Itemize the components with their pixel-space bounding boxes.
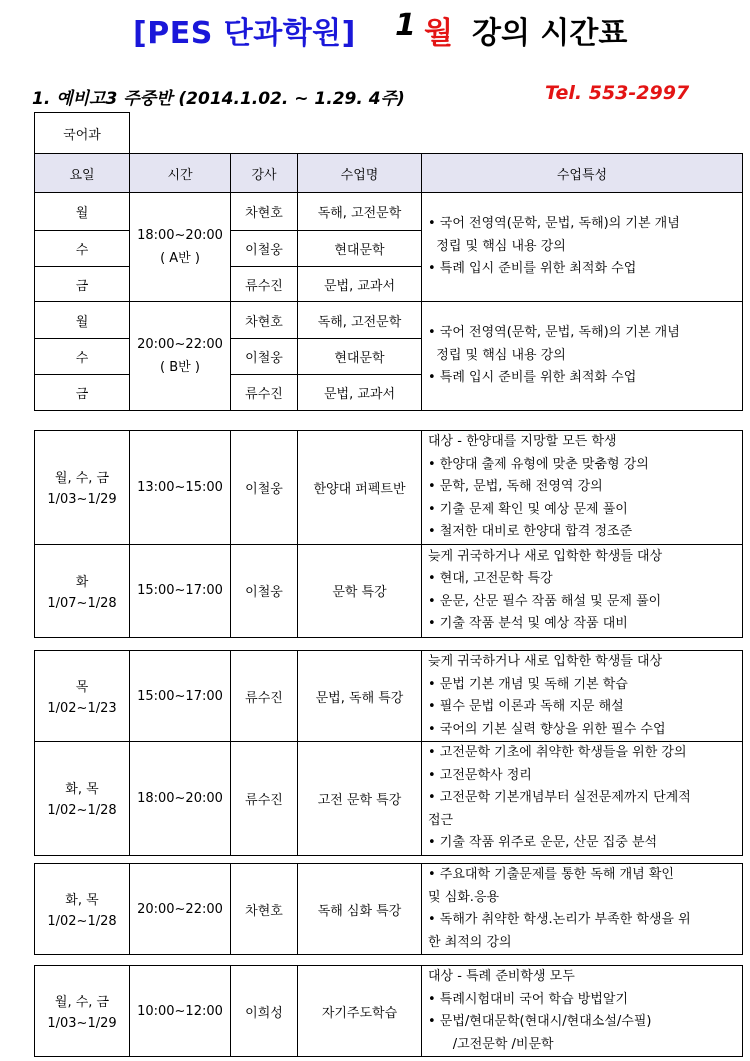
day-cell: 금 <box>35 375 130 411</box>
teacher-cell: 류수진 <box>231 742 298 856</box>
subject-spacer <box>130 113 743 154</box>
features-cell <box>422 966 743 1057</box>
class-cell: 현대문학 <box>298 339 422 375</box>
title-suffix: 강의 시간표 <box>472 16 628 51</box>
features-cell <box>422 864 743 955</box>
teacher-cell: 이희성 <box>231 966 298 1057</box>
feature-line: • 현대, 고전문학 특강 <box>428 571 553 586</box>
day-label: 화 <box>75 574 89 590</box>
period-label: 1/02~1/23 <box>47 701 117 716</box>
features-cell <box>422 651 743 742</box>
class-cell: 자기주도학습 <box>298 966 422 1057</box>
feature-line: 정립 및 핵심 내용 강의 <box>428 347 566 363</box>
time-cell: 18:00~20:00 <box>130 742 231 856</box>
special-table-1 <box>34 430 743 638</box>
month-word: 월 <box>424 16 453 51</box>
col-header-class: 수업명 <box>298 154 422 193</box>
teacher-cell: 류수진 <box>231 651 298 742</box>
class-cell: 문법, 교과서 <box>298 375 422 411</box>
group-label: ( B반 ) <box>160 360 200 375</box>
teacher-cell: 이철웅 <box>231 544 298 637</box>
day-cell <box>35 966 130 1057</box>
col-header-features: 수업특성 <box>422 154 743 193</box>
table-row <box>35 966 743 1057</box>
feature-line: • 독해가 취약한 학생.논리가 부족한 학생을 위 <box>428 912 691 927</box>
feature-line: 접근 <box>428 812 454 828</box>
col-header-day: 요일 <box>35 154 130 193</box>
day-cell: 수 <box>35 231 130 267</box>
teacher-cell: 이철웅 <box>231 431 298 545</box>
class-cell: 고전 문학 특강 <box>298 742 422 856</box>
feature-line: 대상 - 특례 준비학생 모두 <box>428 969 575 984</box>
day-label: 목 <box>75 680 89 695</box>
telephone: Tel. 553-2997 <box>545 82 690 104</box>
period-label: 1/03~1/29 <box>47 1016 117 1031</box>
feature-line: • 철저한 대비로 한양대 합격 정조준 <box>428 524 633 539</box>
class-cell: 한양대 퍼펙트반 <box>298 431 422 545</box>
teacher-cell: 이철웅 <box>231 339 298 375</box>
day-cell: 월 <box>35 193 130 231</box>
feature-line: • 특례시험대비 국어 학습 방법알기 <box>428 991 629 1007</box>
day-label: 월, 수, 금 <box>54 471 110 487</box>
features-cell <box>422 742 743 856</box>
feature-line: • 국어의 기본 실력 향상을 위한 필수 수업 <box>428 721 666 737</box>
time-cell: 15:00~17:00 <box>130 651 231 742</box>
feature-line: • 한양대 출제 유형에 맞춘 맞춤형 강의 <box>428 456 649 472</box>
teacher-cell: 차현호 <box>231 864 298 955</box>
class-cell: 독해, 고전문학 <box>298 302 422 339</box>
special-table-2 <box>34 650 743 856</box>
feature-line: 정립 및 핵심 내용 강의 <box>428 238 566 254</box>
feature-line: • 필수 문법 이론과 독해 지문 해설 <box>428 699 624 714</box>
day-cell <box>35 864 130 955</box>
day-label: 월, 수, 금 <box>54 995 110 1010</box>
feature-line: • 특례 입시 준비를 위한 최적화 수업 <box>428 370 637 386</box>
table-row <box>35 302 743 339</box>
class-cell: 문법, 교과서 <box>298 267 422 302</box>
day-label: 화, 목 <box>65 893 99 908</box>
feature-line: 늦게 귀국하거나 새로 입학한 학생들 대상 <box>428 654 663 669</box>
day-cell <box>35 544 130 637</box>
feature-line: 한 최적의 강의 <box>428 934 512 950</box>
class-cell: 문법, 독해 특강 <box>298 651 422 742</box>
features-cell <box>422 544 743 637</box>
period-label: 1/02~1/28 <box>47 914 117 929</box>
feature-line: • 국어 전영역(문학, 문법, 독해)의 기본 개념 <box>428 216 680 232</box>
class-cell: 독해, 고전문학 <box>298 193 422 231</box>
time-cell: 10:00~12:00 <box>130 966 231 1057</box>
time-range: 20:00~22:00 <box>137 337 223 352</box>
feature-line: • 문법 기본 개념 및 독해 기본 학습 <box>428 676 628 692</box>
time-cell: 13:00~15:00 <box>130 431 231 545</box>
day-cell <box>35 651 130 742</box>
table-row <box>35 544 743 637</box>
class-cell: 독해 심화 특강 <box>298 864 422 955</box>
feature-line: • 기출 작품 분석 및 예상 작품 대비 <box>428 616 628 631</box>
feature-line: /고전문학 /비문학 <box>428 1036 554 1052</box>
teacher-cell: 차현호 <box>231 193 298 231</box>
special-table-4 <box>34 965 743 1057</box>
time-cell <box>130 193 231 302</box>
day-cell: 수 <box>35 339 130 375</box>
course-subtitle: 1. 예비고3 주중반 (2014.1.02. ~ 1.29. 4주) <box>32 89 405 109</box>
feature-line: • 국어 전영역(문학, 문법, 독해)의 기본 개념 <box>428 325 680 341</box>
time-cell: 20:00~22:00 <box>130 864 231 955</box>
feature-line: • 주요대학 기출문제를 통한 독해 개념 확인 <box>428 867 674 882</box>
day-cell: 금 <box>35 267 130 302</box>
feature-line: 및 심화.응용 <box>428 889 500 905</box>
academy-name: [PES 단과학원] <box>133 16 356 51</box>
time-cell: 15:00~17:00 <box>130 544 231 637</box>
group-label: ( A반 ) <box>160 251 200 266</box>
feature-line: • 고전문학 기본개념부터 실전문제까지 단계적 <box>428 790 691 805</box>
feature-line: • 문법/현대문학(현대시/현대소설/수필) <box>428 1014 652 1029</box>
col-header-teacher: 강사 <box>231 154 298 193</box>
period-label: 1/07~1/28 <box>47 595 117 611</box>
day-cell: 월 <box>35 302 130 339</box>
teacher-cell: 차현호 <box>231 302 298 339</box>
class-cell: 현대문학 <box>298 231 422 267</box>
feature-line: • 고전문학 기초에 취약한 학생들을 위한 강의 <box>428 745 687 760</box>
feature-line: • 고전문학사 정리 <box>428 767 532 783</box>
month-number: 1 <box>395 8 416 43</box>
table-row <box>35 742 743 856</box>
feature-line: • 문학, 문법, 독해 전영역 강의 <box>428 479 603 494</box>
teacher-cell: 이철웅 <box>231 231 298 267</box>
feature-line: • 기출 작품 위주로 운문, 산문 집중 분석 <box>428 835 658 850</box>
time-cell <box>130 302 231 411</box>
feature-line: • 특례 입시 준비를 위한 최적화 수업 <box>428 261 637 277</box>
features-cell <box>422 431 743 545</box>
period-label: 1/03~1/29 <box>47 492 117 508</box>
feature-line: 늦게 귀국하거나 새로 입학한 학생들 대상 <box>428 548 663 564</box>
table-row <box>35 193 743 231</box>
day-label: 화, 목 <box>65 782 99 798</box>
subject-label: 국어과 <box>35 113 130 154</box>
table-row <box>35 864 743 955</box>
teacher-cell: 류수진 <box>231 267 298 302</box>
features-cell <box>422 193 743 302</box>
main-schedule-table <box>34 112 743 411</box>
page-title <box>0 8 750 52</box>
class-cell: 문학 특강 <box>298 544 422 637</box>
day-cell <box>35 742 130 856</box>
feature-line: • 운문, 산문 필수 작품 해설 및 문제 풀이 <box>428 593 662 609</box>
teacher-cell: 류수진 <box>231 375 298 411</box>
feature-line: 대상 - 한양대를 지망할 모든 학생 <box>428 434 617 449</box>
special-table-3 <box>34 863 743 955</box>
table-row <box>35 431 743 545</box>
time-range: 18:00~20:00 <box>137 228 223 243</box>
features-cell <box>422 302 743 411</box>
feature-line: • 기출 문제 확인 및 예상 문제 풀이 <box>428 501 628 517</box>
period-label: 1/02~1/28 <box>47 803 117 819</box>
table-row <box>35 651 743 742</box>
col-header-time: 시간 <box>130 154 231 193</box>
day-cell <box>35 431 130 545</box>
